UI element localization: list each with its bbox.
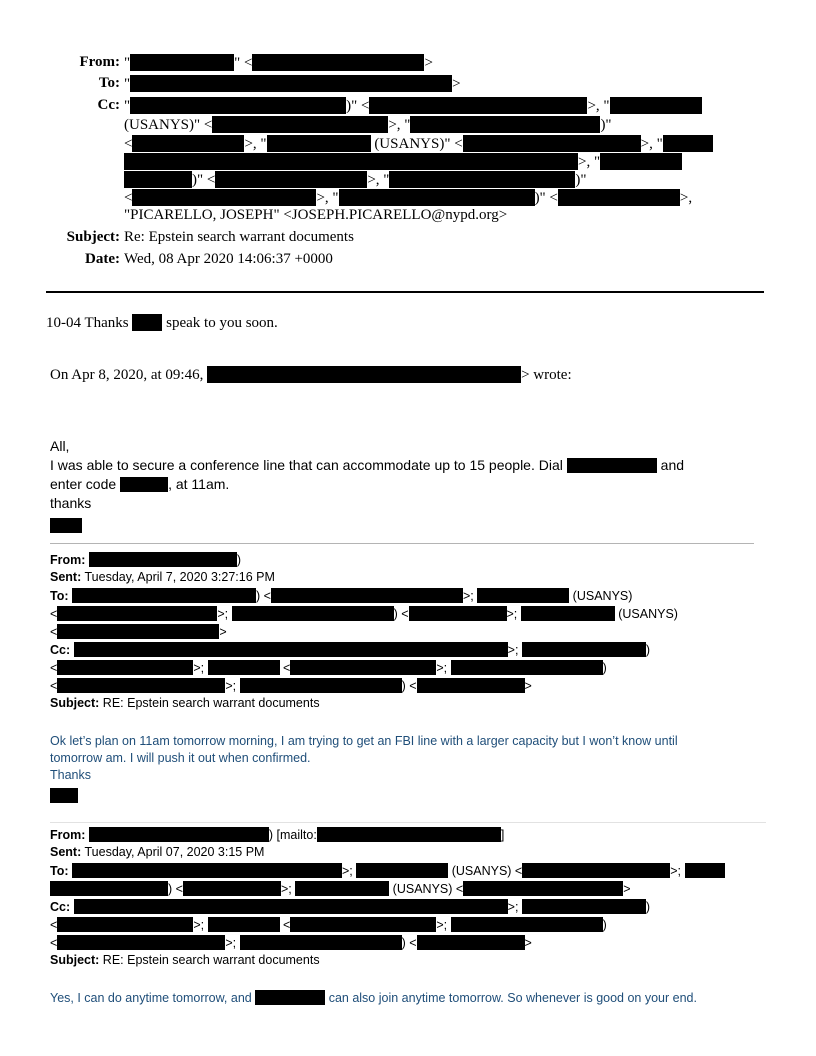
subject-label: Subject:: [66, 229, 120, 245]
redaction: [74, 899, 508, 914]
from-value: " " < >: [124, 55, 433, 71]
redaction: [89, 827, 269, 842]
redaction: [50, 881, 168, 896]
redaction: [130, 97, 346, 114]
redaction: [663, 135, 713, 152]
redaction: [417, 935, 525, 950]
message-divider-2: [50, 822, 766, 823]
header-divider: [46, 291, 764, 293]
redaction: [57, 917, 193, 932]
redaction: [72, 863, 342, 878]
redaction: [212, 116, 388, 133]
greeting: All,: [50, 438, 70, 454]
redaction: [57, 678, 225, 693]
email2-cc-line-3: < >; ) < >: [50, 679, 532, 693]
redaction: [685, 863, 725, 878]
email3-cc-line-2: < >; < >; ): [50, 918, 607, 932]
to-value: " >: [124, 76, 461, 92]
redaction: [252, 54, 424, 71]
redaction: [50, 788, 78, 803]
message-divider: [50, 543, 754, 544]
email3-from: From: ) [mailto: ]: [50, 828, 505, 842]
from-label: From:: [79, 54, 120, 70]
redaction: [240, 935, 402, 950]
redaction: [290, 917, 436, 932]
cc-label: Cc:: [97, 97, 120, 113]
email2-cc-line-1: Cc: >; ): [50, 643, 651, 657]
redaction: [207, 366, 521, 383]
redaction: [232, 606, 394, 621]
email3-subject: Subject: RE: Epstein search warrant documents: [50, 953, 320, 967]
email3-to-line-2: ) < >; (USANYS) < >: [50, 881, 631, 896]
email2-subject: Subject: RE: Epstein search warrant documents: [50, 696, 320, 710]
email3-sent: Sent: Tuesday, April 07, 2020 3:15 PM: [50, 845, 265, 859]
cc-line-4: >, ": [124, 153, 682, 171]
redaction: [600, 153, 682, 170]
email2-body-2: tomorrow am. I will push it out when confirmed.: [50, 751, 311, 765]
redaction: [132, 189, 316, 206]
email2-from: From: ): [50, 553, 242, 567]
redaction: [72, 588, 256, 603]
message-line-1: I was able to secure a conference line that can accommodate up to 15 people. Dial and: [50, 457, 685, 473]
email3-body: Yes, I can do anytime tomorrow, and can also join anytime tomorrow. So whenever is good on your end.: [50, 991, 697, 1005]
redaction: [267, 135, 371, 152]
redaction: [132, 314, 162, 331]
email2-to-line-2: < >; ) < >; (USANYS): [50, 607, 678, 621]
redaction: [295, 881, 389, 896]
email3-cc-line-3: < >; ) < >: [50, 936, 532, 950]
redaction: [208, 917, 280, 932]
redaction: [50, 518, 82, 533]
cc-line-2: (USANYS)" < >, " )": [124, 117, 612, 133]
redaction: [451, 660, 603, 675]
redaction: [567, 458, 657, 473]
redaction: [610, 97, 702, 114]
redaction: [317, 827, 501, 842]
cc-line-6: < >, " )" < >,: [124, 190, 693, 206]
redaction: [463, 881, 623, 896]
email2-to-line-3: < >: [50, 625, 227, 639]
email3-to-line-1: To: >; (USANYS) < >;: [50, 863, 725, 878]
email2-body-1: Ok let’s plan on 11am tomorrow morning, I am trying to get an FBI line with a larger capacity but I won’t know until: [50, 734, 678, 748]
redaction: [57, 660, 193, 675]
redaction: [558, 189, 680, 206]
redaction: [124, 153, 578, 170]
email2-signature: [50, 788, 78, 803]
redaction: [521, 606, 615, 621]
to-label: To:: [98, 75, 120, 91]
message-line-2: enter code , at 11am.: [50, 476, 230, 492]
redaction: [463, 135, 641, 152]
redaction: [124, 171, 192, 188]
redaction: [57, 935, 225, 950]
redaction: [208, 660, 280, 675]
redaction: [130, 75, 452, 92]
redaction: [417, 678, 525, 693]
redaction: [389, 171, 575, 188]
date-value: Wed, 08 Apr 2020 14:06:37 +0000: [124, 251, 333, 267]
date-label: Date:: [85, 251, 120, 267]
closing: thanks: [50, 495, 92, 511]
cc-line-1: " )" < >, ": [124, 97, 702, 115]
redaction: [57, 606, 217, 621]
redaction: [522, 642, 646, 657]
email2-sent: Sent: Tuesday, April 7, 2020 3:27:16 PM: [50, 570, 275, 584]
cc-line-3: < >, " (USANYS)" < >, ": [124, 135, 713, 153]
redaction: [255, 990, 325, 1005]
redaction: [240, 678, 402, 693]
redaction: [339, 189, 535, 206]
email2-to-line-1: To: ) < >; (USANYS): [50, 589, 633, 603]
redaction: [74, 642, 508, 657]
redaction: [410, 116, 600, 133]
cc-line-5: )" < >, " )": [124, 171, 587, 189]
redaction: [132, 135, 244, 152]
signature: [50, 517, 82, 533]
redaction: [120, 477, 168, 492]
redaction: [57, 624, 219, 639]
redaction: [522, 863, 670, 878]
email2-cc-line-2: < >; < >; ): [50, 661, 607, 675]
redaction: [451, 917, 603, 932]
redaction: [369, 97, 587, 114]
redaction: [183, 881, 281, 896]
redaction: [271, 588, 463, 603]
redaction: [522, 899, 646, 914]
email3-cc-line-1: Cc: >; ): [50, 900, 651, 914]
cc-line-7: "PICARELLO, JOSEPH" <JOSEPH.PICARELLO@nypd.org>: [124, 207, 508, 223]
reply-line: 10-04 Thanks speak to you soon.: [46, 315, 278, 331]
redaction: [477, 588, 569, 603]
quote-attribution: On Apr 8, 2020, at 09:46, > wrote:: [50, 367, 572, 383]
redaction: [215, 171, 367, 188]
redaction: [356, 863, 448, 878]
redaction: [89, 552, 237, 567]
redaction: [130, 54, 234, 71]
redaction: [290, 660, 436, 675]
subject-value: Re: Epstein search warrant documents: [124, 229, 354, 245]
redaction: [409, 606, 507, 621]
email2-body-3: Thanks: [50, 768, 91, 782]
